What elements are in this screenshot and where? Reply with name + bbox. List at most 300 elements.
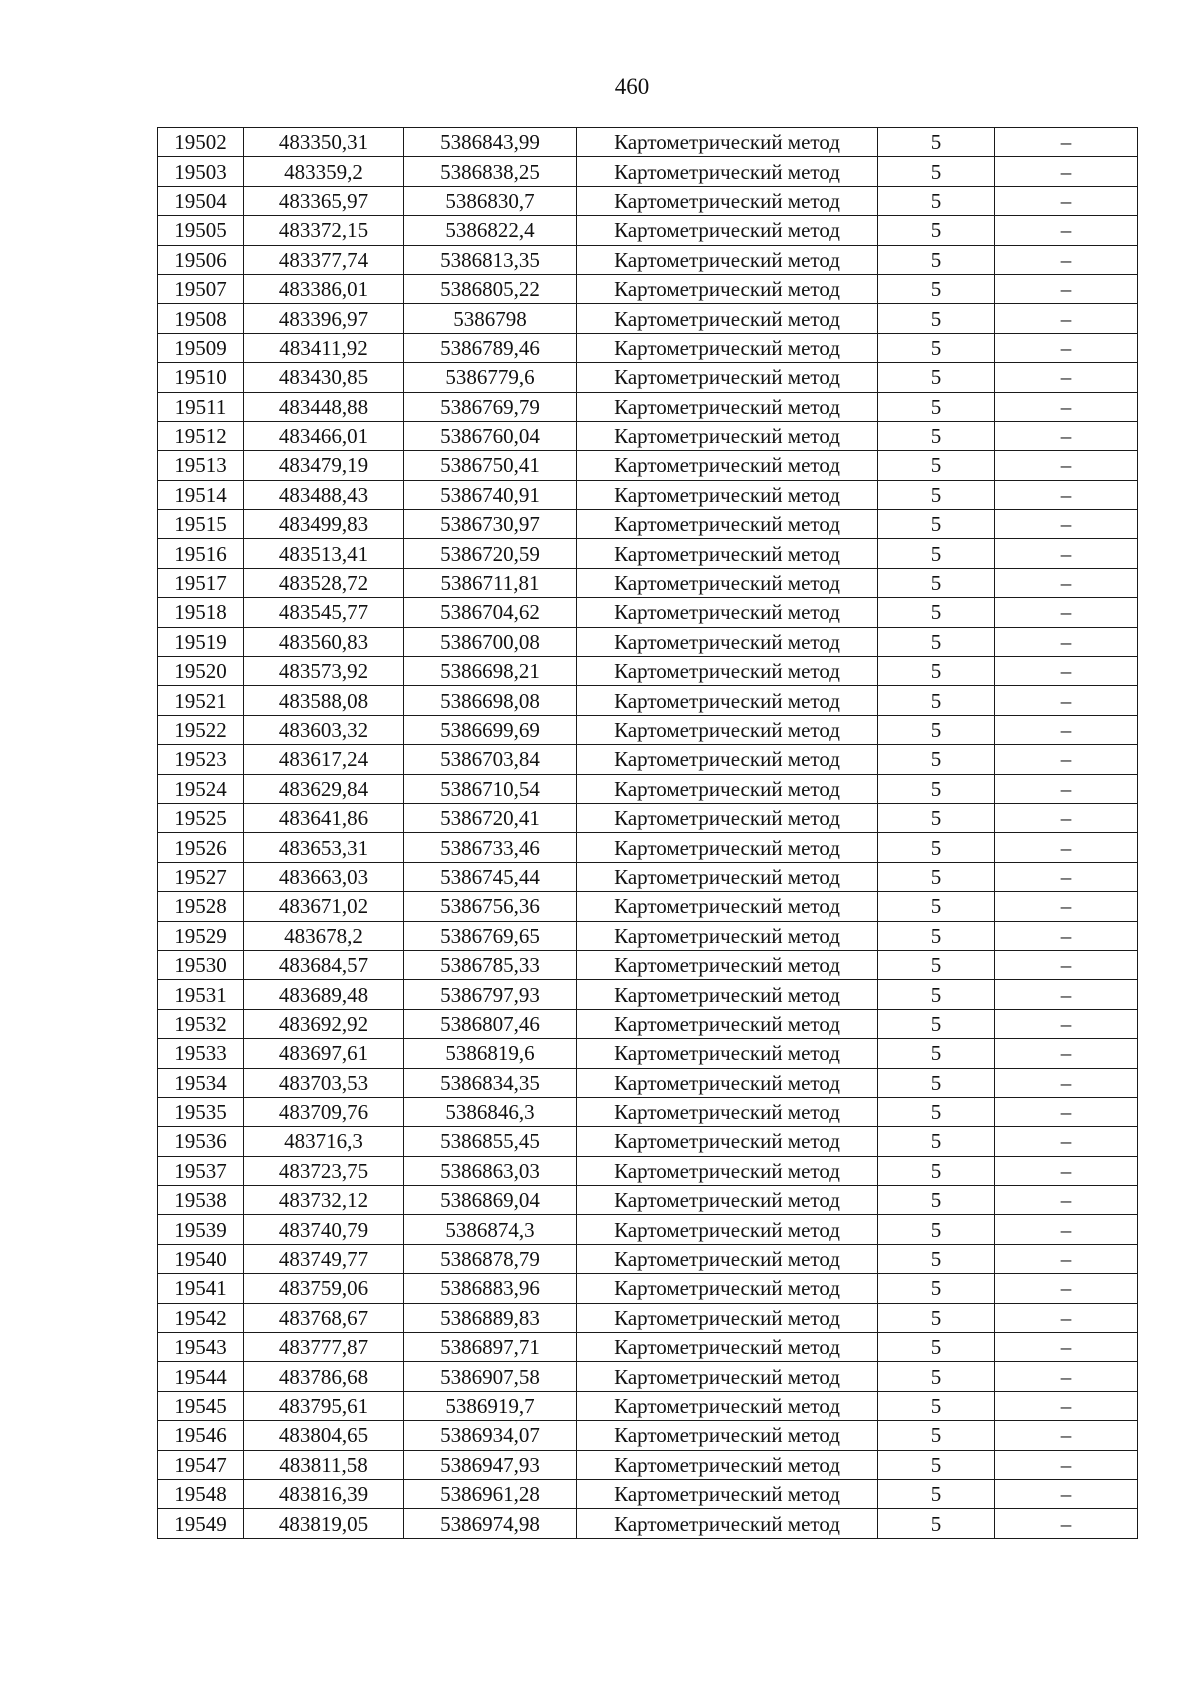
y-coordinate-cell: 5386897,71 xyxy=(404,1333,577,1362)
coordinates-table xyxy=(157,127,1138,1539)
y-coordinate-cell: 5386883,96 xyxy=(404,1274,577,1303)
method-cell: Картометрический метод xyxy=(577,598,878,627)
y-coordinate-cell: 5386843,99 xyxy=(404,128,577,157)
point-number-cell: 19548 xyxy=(158,1479,244,1508)
x-coordinate-cell: 483350,31 xyxy=(244,128,404,157)
accuracy-cell: 5 xyxy=(878,186,995,215)
y-coordinate-cell: 5386769,79 xyxy=(404,392,577,421)
y-coordinate-cell: 5386720,41 xyxy=(404,803,577,832)
table-row xyxy=(158,1450,1138,1479)
y-coordinate-cell: 5386807,46 xyxy=(404,1009,577,1038)
description-cell: – xyxy=(995,950,1138,979)
y-coordinate-cell: 5386797,93 xyxy=(404,980,577,1009)
accuracy-cell: 5 xyxy=(878,1391,995,1420)
point-number-cell: 19522 xyxy=(158,715,244,744)
y-coordinate-cell: 5386789,46 xyxy=(404,333,577,362)
table-row xyxy=(158,274,1138,303)
table-row xyxy=(158,333,1138,362)
y-coordinate-cell: 5386785,33 xyxy=(404,950,577,979)
table-row xyxy=(158,1127,1138,1156)
point-number-cell: 19515 xyxy=(158,510,244,539)
description-cell: – xyxy=(995,1009,1138,1038)
description-cell: – xyxy=(995,715,1138,744)
x-coordinate-cell: 483732,12 xyxy=(244,1186,404,1215)
accuracy-cell: 5 xyxy=(878,245,995,274)
method-cell: Картометрический метод xyxy=(577,1362,878,1391)
point-number-cell: 19532 xyxy=(158,1009,244,1038)
method-cell: Картометрический метод xyxy=(577,1244,878,1273)
y-coordinate-cell: 5386863,03 xyxy=(404,1156,577,1185)
point-number-cell: 19542 xyxy=(158,1303,244,1332)
table-row xyxy=(158,1156,1138,1185)
accuracy-cell: 5 xyxy=(878,216,995,245)
method-cell: Картометрический метод xyxy=(577,1156,878,1185)
x-coordinate-cell: 483479,19 xyxy=(244,451,404,480)
y-coordinate-cell: 5386710,54 xyxy=(404,774,577,803)
y-coordinate-cell: 5386846,3 xyxy=(404,1097,577,1126)
point-number-cell: 19504 xyxy=(158,186,244,215)
table-row xyxy=(158,598,1138,627)
point-number-cell: 19514 xyxy=(158,480,244,509)
table-row xyxy=(158,745,1138,774)
y-coordinate-cell: 5386798 xyxy=(404,304,577,333)
y-coordinate-cell: 5386698,08 xyxy=(404,686,577,715)
y-coordinate-cell: 5386720,59 xyxy=(404,539,577,568)
description-cell: – xyxy=(995,1509,1138,1538)
method-cell: Картометрический метод xyxy=(577,774,878,803)
y-coordinate-cell: 5386779,6 xyxy=(404,363,577,392)
accuracy-cell: 5 xyxy=(878,1097,995,1126)
y-coordinate-cell: 5386878,79 xyxy=(404,1244,577,1273)
x-coordinate-cell: 483499,83 xyxy=(244,510,404,539)
description-cell: – xyxy=(995,598,1138,627)
accuracy-cell: 5 xyxy=(878,1450,995,1479)
table-row xyxy=(158,510,1138,539)
x-coordinate-cell: 483709,76 xyxy=(244,1097,404,1126)
x-coordinate-cell: 483703,53 xyxy=(244,1068,404,1097)
method-cell: Картометрический метод xyxy=(577,1450,878,1479)
x-coordinate-cell: 483629,84 xyxy=(244,774,404,803)
table-row xyxy=(158,1421,1138,1450)
description-cell: – xyxy=(995,1362,1138,1391)
x-coordinate-cell: 483603,32 xyxy=(244,715,404,744)
y-coordinate-cell: 5386805,22 xyxy=(404,274,577,303)
table-row xyxy=(158,1391,1138,1420)
x-coordinate-cell: 483653,31 xyxy=(244,833,404,862)
x-coordinate-cell: 483560,83 xyxy=(244,627,404,656)
description-cell: – xyxy=(995,627,1138,656)
accuracy-cell: 5 xyxy=(878,1215,995,1244)
x-coordinate-cell: 483723,75 xyxy=(244,1156,404,1185)
x-coordinate-cell: 483396,97 xyxy=(244,304,404,333)
point-number-cell: 19538 xyxy=(158,1186,244,1215)
x-coordinate-cell: 483811,58 xyxy=(244,1450,404,1479)
accuracy-cell: 5 xyxy=(878,363,995,392)
y-coordinate-cell: 5386869,04 xyxy=(404,1186,577,1215)
point-number-cell: 19549 xyxy=(158,1509,244,1538)
accuracy-cell: 5 xyxy=(878,921,995,950)
accuracy-cell: 5 xyxy=(878,539,995,568)
table-row xyxy=(158,363,1138,392)
y-coordinate-cell: 5386703,84 xyxy=(404,745,577,774)
y-coordinate-cell: 5386834,35 xyxy=(404,1068,577,1097)
table-row xyxy=(158,950,1138,979)
description-cell: – xyxy=(995,862,1138,891)
method-cell: Картометрический метод xyxy=(577,686,878,715)
table-row xyxy=(158,216,1138,245)
method-cell: Картометрический метод xyxy=(577,803,878,832)
y-coordinate-cell: 5386889,83 xyxy=(404,1303,577,1332)
point-number-cell: 19519 xyxy=(158,627,244,656)
x-coordinate-cell: 483697,61 xyxy=(244,1039,404,1068)
method-cell: Картометрический метод xyxy=(577,216,878,245)
accuracy-cell: 5 xyxy=(878,598,995,627)
point-number-cell: 19511 xyxy=(158,392,244,421)
accuracy-cell: 5 xyxy=(878,392,995,421)
accuracy-cell: 5 xyxy=(878,1009,995,1038)
method-cell: Картометрический метод xyxy=(577,480,878,509)
y-coordinate-cell: 5386760,04 xyxy=(404,421,577,450)
x-coordinate-cell: 483466,01 xyxy=(244,421,404,450)
x-coordinate-cell: 483377,74 xyxy=(244,245,404,274)
method-cell: Картометрический метод xyxy=(577,1421,878,1450)
method-cell: Картометрический метод xyxy=(577,392,878,421)
table-row xyxy=(158,480,1138,509)
point-number-cell: 19540 xyxy=(158,1244,244,1273)
point-number-cell: 19547 xyxy=(158,1450,244,1479)
accuracy-cell: 5 xyxy=(878,1274,995,1303)
method-cell: Картометрический метод xyxy=(577,1303,878,1332)
table-row xyxy=(158,657,1138,686)
description-cell: – xyxy=(995,745,1138,774)
accuracy-cell: 5 xyxy=(878,1039,995,1068)
description-cell: – xyxy=(995,128,1138,157)
accuracy-cell: 5 xyxy=(878,980,995,1009)
description-cell: – xyxy=(995,186,1138,215)
table-row xyxy=(158,1097,1138,1126)
x-coordinate-cell: 483641,86 xyxy=(244,803,404,832)
method-cell: Картометрический метод xyxy=(577,1068,878,1097)
point-number-cell: 19533 xyxy=(158,1039,244,1068)
accuracy-cell: 5 xyxy=(878,333,995,362)
table-row xyxy=(158,774,1138,803)
method-cell: Картометрический метод xyxy=(577,950,878,979)
x-coordinate-cell: 483678,2 xyxy=(244,921,404,950)
table-row xyxy=(158,1244,1138,1273)
description-cell: – xyxy=(995,539,1138,568)
description-cell: – xyxy=(995,1215,1138,1244)
description-cell: – xyxy=(995,1333,1138,1362)
table-row xyxy=(158,833,1138,862)
method-cell: Картометрический метод xyxy=(577,510,878,539)
table-row xyxy=(158,1362,1138,1391)
y-coordinate-cell: 5386874,3 xyxy=(404,1215,577,1244)
method-cell: Картометрический метод xyxy=(577,157,878,186)
x-coordinate-cell: 483759,06 xyxy=(244,1274,404,1303)
point-number-cell: 19534 xyxy=(158,1068,244,1097)
y-coordinate-cell: 5386934,07 xyxy=(404,1421,577,1450)
x-coordinate-cell: 483488,43 xyxy=(244,480,404,509)
method-cell: Картометрический метод xyxy=(577,333,878,362)
method-cell: Картометрический метод xyxy=(577,1097,878,1126)
x-coordinate-cell: 483671,02 xyxy=(244,892,404,921)
description-cell: – xyxy=(995,803,1138,832)
point-number-cell: 19536 xyxy=(158,1127,244,1156)
method-cell: Картометрический метод xyxy=(577,363,878,392)
accuracy-cell: 5 xyxy=(878,950,995,979)
method-cell: Картометрический метод xyxy=(577,1479,878,1508)
description-cell: – xyxy=(995,333,1138,362)
point-number-cell: 19502 xyxy=(158,128,244,157)
accuracy-cell: 5 xyxy=(878,274,995,303)
x-coordinate-cell: 483777,87 xyxy=(244,1333,404,1362)
y-coordinate-cell: 5386733,46 xyxy=(404,833,577,862)
table-row xyxy=(158,715,1138,744)
y-coordinate-cell: 5386947,93 xyxy=(404,1450,577,1479)
x-coordinate-cell: 483365,97 xyxy=(244,186,404,215)
x-coordinate-cell: 483795,61 xyxy=(244,1391,404,1420)
description-cell: – xyxy=(995,1186,1138,1215)
x-coordinate-cell: 483749,77 xyxy=(244,1244,404,1273)
description-cell: – xyxy=(995,1039,1138,1068)
description-cell: – xyxy=(995,1450,1138,1479)
accuracy-cell: 5 xyxy=(878,715,995,744)
y-coordinate-cell: 5386698,21 xyxy=(404,657,577,686)
x-coordinate-cell: 483692,92 xyxy=(244,1009,404,1038)
y-coordinate-cell: 5386822,4 xyxy=(404,216,577,245)
description-cell: – xyxy=(995,1097,1138,1126)
point-number-cell: 19524 xyxy=(158,774,244,803)
point-number-cell: 19545 xyxy=(158,1391,244,1420)
y-coordinate-cell: 5386907,58 xyxy=(404,1362,577,1391)
method-cell: Картометрический метод xyxy=(577,1009,878,1038)
y-coordinate-cell: 5386830,7 xyxy=(404,186,577,215)
method-cell: Картометрический метод xyxy=(577,128,878,157)
y-coordinate-cell: 5386704,62 xyxy=(404,598,577,627)
x-coordinate-cell: 483386,01 xyxy=(244,274,404,303)
description-cell: – xyxy=(995,1127,1138,1156)
method-cell: Картометрический метод xyxy=(577,186,878,215)
description-cell: – xyxy=(995,833,1138,862)
description-cell: – xyxy=(995,216,1138,245)
description-cell: – xyxy=(995,363,1138,392)
description-cell: – xyxy=(995,921,1138,950)
method-cell: Картометрический метод xyxy=(577,892,878,921)
method-cell: Картометрический метод xyxy=(577,627,878,656)
y-coordinate-cell: 5386745,44 xyxy=(404,862,577,891)
accuracy-cell: 5 xyxy=(878,128,995,157)
accuracy-cell: 5 xyxy=(878,510,995,539)
method-cell: Картометрический метод xyxy=(577,451,878,480)
point-number-cell: 19541 xyxy=(158,1274,244,1303)
method-cell: Картометрический метод xyxy=(577,421,878,450)
point-number-cell: 19509 xyxy=(158,333,244,362)
method-cell: Картометрический метод xyxy=(577,980,878,1009)
point-number-cell: 19517 xyxy=(158,568,244,597)
accuracy-cell: 5 xyxy=(878,480,995,509)
point-number-cell: 19507 xyxy=(158,274,244,303)
description-cell: – xyxy=(995,245,1138,274)
point-number-cell: 19535 xyxy=(158,1097,244,1126)
y-coordinate-cell: 5386961,28 xyxy=(404,1479,577,1508)
description-cell: – xyxy=(995,480,1138,509)
accuracy-cell: 5 xyxy=(878,892,995,921)
method-cell: Картометрический метод xyxy=(577,1215,878,1244)
accuracy-cell: 5 xyxy=(878,627,995,656)
method-cell: Картометрический метод xyxy=(577,657,878,686)
x-coordinate-cell: 483545,77 xyxy=(244,598,404,627)
method-cell: Картометрический метод xyxy=(577,1391,878,1420)
method-cell: Картометрический метод xyxy=(577,1274,878,1303)
page-number: 460 xyxy=(614,74,650,99)
x-coordinate-cell: 483768,67 xyxy=(244,1303,404,1332)
method-cell: Картометрический метод xyxy=(577,304,878,333)
point-number-cell: 19520 xyxy=(158,657,244,686)
x-coordinate-cell: 483716,3 xyxy=(244,1127,404,1156)
point-number-cell: 19530 xyxy=(158,950,244,979)
table-row xyxy=(158,921,1138,950)
description-cell: – xyxy=(995,1421,1138,1450)
accuracy-cell: 5 xyxy=(878,1479,995,1508)
table-row xyxy=(158,1215,1138,1244)
accuracy-cell: 5 xyxy=(878,1186,995,1215)
description-cell: – xyxy=(995,304,1138,333)
table-row xyxy=(158,421,1138,450)
table-row xyxy=(158,245,1138,274)
x-coordinate-cell: 483411,92 xyxy=(244,333,404,362)
point-number-cell: 19531 xyxy=(158,980,244,1009)
description-cell: – xyxy=(995,1244,1138,1273)
description-cell: – xyxy=(995,568,1138,597)
point-number-cell: 19521 xyxy=(158,686,244,715)
y-coordinate-cell: 5386855,45 xyxy=(404,1127,577,1156)
method-cell: Картометрический метод xyxy=(577,539,878,568)
table-row xyxy=(158,392,1138,421)
point-number-cell: 19510 xyxy=(158,363,244,392)
point-number-cell: 19518 xyxy=(158,598,244,627)
point-number-cell: 19527 xyxy=(158,862,244,891)
point-number-cell: 19516 xyxy=(158,539,244,568)
x-coordinate-cell: 483588,08 xyxy=(244,686,404,715)
description-cell: – xyxy=(995,510,1138,539)
accuracy-cell: 5 xyxy=(878,451,995,480)
description-cell: – xyxy=(995,451,1138,480)
description-cell: – xyxy=(995,1156,1138,1185)
table-row xyxy=(158,686,1138,715)
x-coordinate-cell: 483740,79 xyxy=(244,1215,404,1244)
x-coordinate-cell: 483573,92 xyxy=(244,657,404,686)
x-coordinate-cell: 483786,68 xyxy=(244,1362,404,1391)
accuracy-cell: 5 xyxy=(878,745,995,774)
table-row xyxy=(158,1333,1138,1362)
table-row xyxy=(158,627,1138,656)
point-number-cell: 19503 xyxy=(158,157,244,186)
accuracy-cell: 5 xyxy=(878,1421,995,1450)
accuracy-cell: 5 xyxy=(878,157,995,186)
table-row xyxy=(158,862,1138,891)
table-row xyxy=(158,1009,1138,1038)
x-coordinate-cell: 483663,03 xyxy=(244,862,404,891)
table-row xyxy=(158,1479,1138,1508)
method-cell: Картометрический метод xyxy=(577,274,878,303)
accuracy-cell: 5 xyxy=(878,1333,995,1362)
x-coordinate-cell: 483689,48 xyxy=(244,980,404,1009)
table-row xyxy=(158,803,1138,832)
table-row xyxy=(158,1274,1138,1303)
method-cell: Картометрический метод xyxy=(577,921,878,950)
x-coordinate-cell: 483513,41 xyxy=(244,539,404,568)
accuracy-cell: 5 xyxy=(878,1509,995,1538)
description-cell: – xyxy=(995,157,1138,186)
point-number-cell: 19539 xyxy=(158,1215,244,1244)
table-row xyxy=(158,157,1138,186)
x-coordinate-cell: 483819,05 xyxy=(244,1509,404,1538)
table-row xyxy=(158,304,1138,333)
y-coordinate-cell: 5386700,08 xyxy=(404,627,577,656)
description-cell: – xyxy=(995,1068,1138,1097)
accuracy-cell: 5 xyxy=(878,421,995,450)
y-coordinate-cell: 5386740,91 xyxy=(404,480,577,509)
method-cell: Картометрический метод xyxy=(577,745,878,774)
y-coordinate-cell: 5386919,7 xyxy=(404,1391,577,1420)
x-coordinate-cell: 483617,24 xyxy=(244,745,404,774)
point-number-cell: 19513 xyxy=(158,451,244,480)
point-number-cell: 19543 xyxy=(158,1333,244,1362)
x-coordinate-cell: 483528,72 xyxy=(244,568,404,597)
table-row xyxy=(158,1509,1138,1538)
point-number-cell: 19523 xyxy=(158,745,244,774)
point-number-cell: 19546 xyxy=(158,1421,244,1450)
accuracy-cell: 5 xyxy=(878,862,995,891)
point-number-cell: 19544 xyxy=(158,1362,244,1391)
accuracy-cell: 5 xyxy=(878,304,995,333)
table-row xyxy=(158,128,1138,157)
accuracy-cell: 5 xyxy=(878,803,995,832)
y-coordinate-cell: 5386974,98 xyxy=(404,1509,577,1538)
method-cell: Картометрический метод xyxy=(577,1509,878,1538)
method-cell: Картометрический метод xyxy=(577,568,878,597)
accuracy-cell: 5 xyxy=(878,1244,995,1273)
point-number-cell: 19529 xyxy=(158,921,244,950)
y-coordinate-cell: 5386750,41 xyxy=(404,451,577,480)
table-row xyxy=(158,1186,1138,1215)
accuracy-cell: 5 xyxy=(878,1362,995,1391)
y-coordinate-cell: 5386813,35 xyxy=(404,245,577,274)
y-coordinate-cell: 5386711,81 xyxy=(404,568,577,597)
x-coordinate-cell: 483684,57 xyxy=(244,950,404,979)
y-coordinate-cell: 5386699,69 xyxy=(404,715,577,744)
accuracy-cell: 5 xyxy=(878,686,995,715)
method-cell: Картометрический метод xyxy=(577,1186,878,1215)
x-coordinate-cell: 483448,88 xyxy=(244,392,404,421)
x-coordinate-cell: 483430,85 xyxy=(244,363,404,392)
accuracy-cell: 5 xyxy=(878,568,995,597)
method-cell: Картометрический метод xyxy=(577,862,878,891)
y-coordinate-cell: 5386819,6 xyxy=(404,1039,577,1068)
description-cell: – xyxy=(995,421,1138,450)
table-row xyxy=(158,1039,1138,1068)
x-coordinate-cell: 483359,2 xyxy=(244,157,404,186)
description-cell: – xyxy=(995,392,1138,421)
table-row xyxy=(158,892,1138,921)
y-coordinate-cell: 5386730,97 xyxy=(404,510,577,539)
method-cell: Картометрический метод xyxy=(577,1127,878,1156)
accuracy-cell: 5 xyxy=(878,1303,995,1332)
x-coordinate-cell: 483804,65 xyxy=(244,1421,404,1450)
point-number-cell: 19528 xyxy=(158,892,244,921)
description-cell: – xyxy=(995,274,1138,303)
table-row xyxy=(158,539,1138,568)
